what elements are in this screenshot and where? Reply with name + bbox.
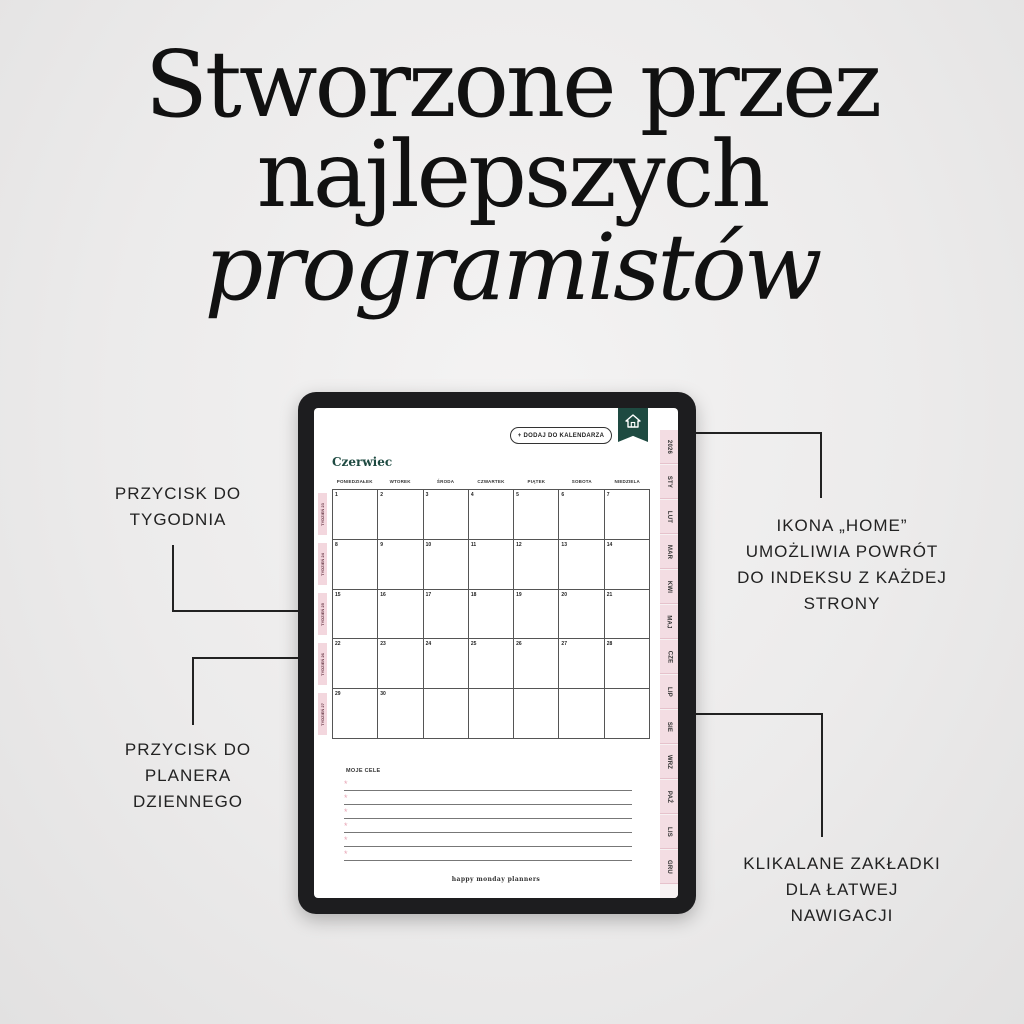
week-tab-label: TYDZIEŃ 25 [320,602,326,626]
callout-text: PLANERA [144,766,232,785]
day-cell[interactable]: 23 [378,639,423,689]
side-tab-cze[interactable] [660,640,678,674]
side-tab-paz[interactable] [660,780,678,814]
goal-line[interactable] [344,808,632,819]
weekday-label: PIĄTEK [527,479,546,484]
asterisk-icon: * [344,849,348,859]
day-cell[interactable]: 10 [424,540,469,590]
callout-text: NAWIGACJI [790,906,894,925]
side-tab-mar[interactable] [660,535,678,569]
week-tab-label: TYDZIEŃ 27 [320,702,326,726]
day-cell[interactable]: 20 [559,590,604,640]
callout-text: IKONA „HOME” [776,516,908,535]
headline-line-1: Stworzone przez [144,31,880,138]
day-cell [559,689,604,739]
side-tab-label: WRZ [665,754,672,769]
day-cell[interactable]: 13 [559,540,604,590]
weekday-label: PONIEDZIAŁEK [336,479,373,484]
week-tab-27[interactable] [318,693,327,735]
day-cell[interactable]: 26 [514,639,559,689]
callout-text: TYGODNIA [129,510,227,529]
side-tab-label: CZE [665,650,672,663]
callout-text: DLA ŁATWEJ [785,880,899,899]
connector-line [192,657,194,725]
weekday-label: WTOREK [389,479,411,484]
callout-text: DO INDEKSU Z KAŻDEJ [737,568,947,587]
side-tab-label: GRU [666,859,672,874]
side-tab-lis[interactable] [660,815,678,849]
day-cell[interactable]: 17 [424,590,469,640]
day-cell[interactable]: 30 [378,689,423,739]
day-cell[interactable]: 6 [559,490,604,540]
weekday-label: SOBOTA [571,479,592,484]
day-cell[interactable]: 22 [333,639,378,689]
connector-line [820,432,822,498]
side-tab-sty[interactable] [660,465,678,499]
side-tab-gru[interactable] [660,850,678,884]
day-cell[interactable]: 19 [514,590,559,640]
week-tab-label: TYDZIEŃ 24 [320,552,326,576]
day-cell[interactable]: 14 [605,540,650,590]
side-tab-label: MAJ [666,614,672,629]
side-tab-label: LIS [666,826,672,837]
callout-tabs [712,851,972,929]
weekday-label: NIEDZIELA [614,479,641,484]
day-cell[interactable]: 7 [605,490,650,540]
calendar-grid [332,489,650,739]
callout-text: PRZYCISK DO [124,740,252,759]
day-cell [514,689,559,739]
side-tab-maj[interactable] [660,605,678,639]
headline [0,31,1024,321]
side-tab-sie[interactable] [660,710,678,744]
day-cell[interactable]: 2 [378,490,423,540]
day-cell[interactable]: 8 [333,540,378,590]
goal-line[interactable] [344,836,632,847]
weekday-header [332,479,650,489]
month-title: Czerwiec [332,455,393,469]
day-cell[interactable]: 24 [424,639,469,689]
day-cell [469,689,514,739]
day-cell[interactable]: 1 [333,490,378,540]
week-tab-label: TYDZIEŃ 26 [320,652,326,676]
callout-text: PRZYCISK DO [114,484,242,503]
month-side-tabs [660,430,678,898]
weekday-label: CZWARTEK [477,479,505,484]
callout-home-icon [712,513,972,617]
day-cell[interactable]: 25 [469,639,514,689]
day-cell [605,689,650,739]
asterisk-icon: * [344,807,348,817]
callout-text: DZIENNEGO [132,792,244,811]
goal-line[interactable] [344,780,632,791]
side-tab-label: MAR [665,544,672,559]
goal-line[interactable] [344,822,632,833]
headline-line-2: najlepszych [256,121,768,228]
day-cell [424,689,469,739]
planner-screen [314,408,678,898]
goals-title: MOJE CELE [346,768,381,774]
asterisk-icon: * [344,793,348,803]
side-tab-label: LUT [665,510,672,523]
side-tab-kwi[interactable] [660,570,678,604]
asterisk-icon: * [344,779,348,789]
week-tab-23[interactable] [318,493,327,535]
day-cell[interactable]: 27 [559,639,604,689]
callout-text: UMOŻLIWIA POWRÓT [745,542,939,561]
brand-logo: happy monday planners [451,876,541,883]
weekday-label: ŚRODA [436,479,455,484]
week-tab-24[interactable] [318,543,327,585]
side-tab-label: PAŹ [666,790,672,803]
headline-line-3: programistów [204,214,820,321]
callout-daily-button [88,737,288,815]
day-cell[interactable]: 11 [469,540,514,590]
day-cell[interactable]: 18 [469,590,514,640]
connector-line [172,610,314,612]
day-cell[interactable]: 9 [378,540,423,590]
week-tab-26[interactable] [318,643,327,685]
callout-text: STRONY [803,594,881,613]
side-tab-label: STY [666,475,672,488]
home-button[interactable] [618,408,648,442]
house-icon [625,414,641,428]
goal-line[interactable] [344,794,632,805]
day-cell[interactable]: 15 [333,590,378,640]
side-tab-year[interactable] [660,430,678,464]
connector-line [172,545,174,612]
side-tab-wrz[interactable] [660,745,678,779]
day-cell[interactable]: 28 [605,639,650,689]
side-tab-lip[interactable] [660,675,678,709]
goal-line[interactable] [344,850,632,861]
day-cell[interactable]: 3 [424,490,469,540]
asterisk-icon: * [344,835,348,845]
day-cell[interactable]: 12 [514,540,559,590]
day-cell[interactable]: 29 [333,689,378,739]
side-tab-label: 2026 [666,439,672,454]
connector-line [821,713,823,837]
add-to-calendar-button[interactable]: + DODAJ DO KALENDARZA [510,427,612,444]
day-cell[interactable]: 4 [469,490,514,540]
week-tab-25[interactable] [318,593,327,635]
asterisk-icon: * [344,821,348,831]
week-tab-label: TYDZIEŃ 23 [320,502,326,526]
side-tab-label: SIE [666,721,672,732]
tablet-device [298,392,696,914]
callout-week-button [88,481,268,533]
day-cell[interactable]: 16 [378,590,423,640]
day-cell[interactable]: 21 [605,590,650,640]
side-tab-label: KWI [665,580,672,593]
side-tab-label: LIP [666,686,672,697]
side-tab-lut[interactable] [660,500,678,534]
callout-text: KLIKALANE ZAKŁADKI [743,854,941,873]
day-cell[interactable]: 5 [514,490,559,540]
